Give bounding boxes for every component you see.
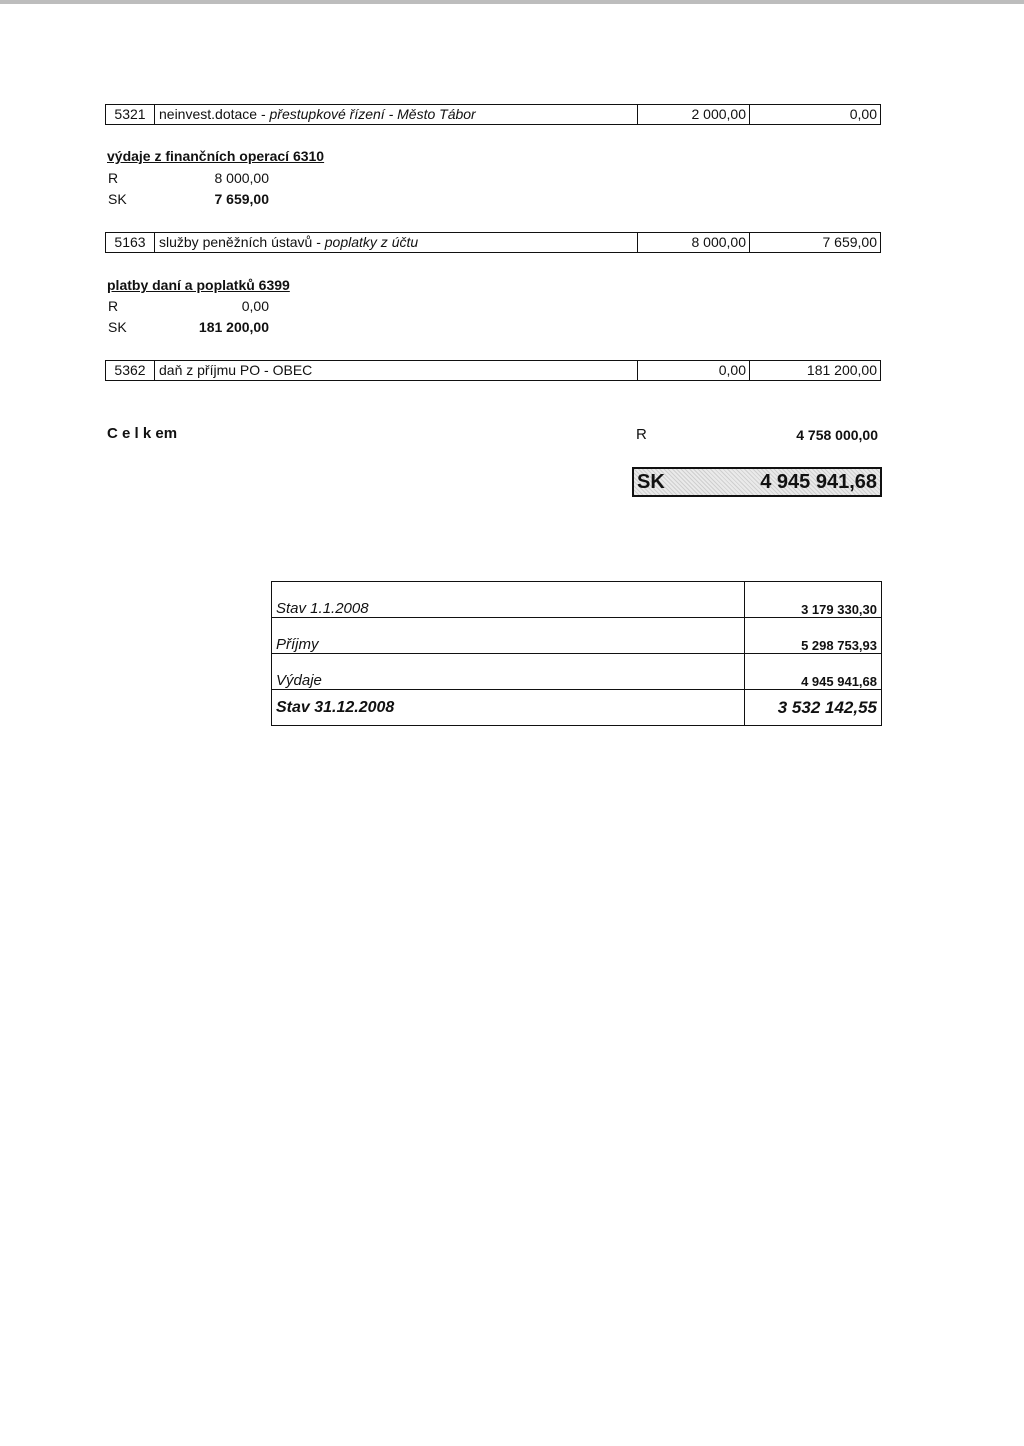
section-sk-label: SK (108, 319, 127, 335)
row-code: 5362 (106, 361, 155, 380)
budget-row-5163 (105, 232, 881, 253)
total-sk-value: 4 945 941,68 (760, 470, 877, 493)
section-sk-value: 181 200,00 (198, 319, 269, 335)
summary-value: 3 179 330,30 (745, 582, 882, 618)
section-heading-6310: výdaje z finančních operací 6310 (107, 148, 325, 164)
summary-row-expenses (272, 654, 882, 690)
section-sk-label: SK (108, 191, 127, 207)
row-budget-value: 8 000,00 (638, 233, 750, 252)
row-code: 5163 (106, 233, 155, 252)
summary-row-opening (272, 582, 882, 618)
row-description: daň z příjmu PO - OBEC (155, 361, 638, 380)
scan-top-edge (0, 0, 1024, 4)
budget-row-5362 (105, 360, 881, 381)
total-label: C e l k em (107, 425, 178, 442)
summary-label: Příjmy (272, 618, 745, 654)
total-sk-label: SK (637, 470, 665, 493)
summary-label: Stav 1.1.2008 (272, 582, 745, 618)
row-actual-value: 7 659,00 (822, 234, 877, 250)
section-r-label: R (108, 298, 119, 314)
row-budget-value: 2 000,00 (638, 105, 750, 124)
summary-row-closing (272, 690, 882, 726)
summary-label: Stav 31.12.2008 (272, 690, 745, 726)
section-r-label: R (108, 170, 119, 186)
summary-label: Výdaje (272, 654, 745, 690)
row-actual-value: 0,00 (849, 106, 877, 122)
row-code: 5321 (106, 105, 155, 124)
summary-value: 3 532 142,55 (745, 690, 882, 726)
section-r-value: 8 000,00 (214, 170, 269, 186)
section-heading-6399: platby daní a poplatků 6399 (107, 277, 290, 293)
row-description: služby peněžních ústavů - poplatky z účtu (155, 233, 638, 252)
row-budget-value: 0,00 (638, 361, 750, 380)
total-r-value: 4 758 000,00 (796, 427, 878, 443)
summary-value: 5 298 753,93 (745, 618, 882, 654)
section-r-value: 0,00 (241, 298, 269, 314)
summary-row-income (272, 618, 882, 654)
summary-value: 4 945 941,68 (745, 654, 882, 690)
balance-summary-table (271, 581, 882, 726)
section-sk-value: 7 659,00 (214, 191, 269, 207)
row-actual-value: 181 200,00 (806, 362, 877, 378)
total-sk-box (632, 467, 882, 497)
budget-row-5321 (105, 104, 881, 125)
total-r-label: R (636, 426, 647, 443)
row-description: neinvest.dotace - přestupkové řízení - Město Tábor (155, 105, 638, 124)
